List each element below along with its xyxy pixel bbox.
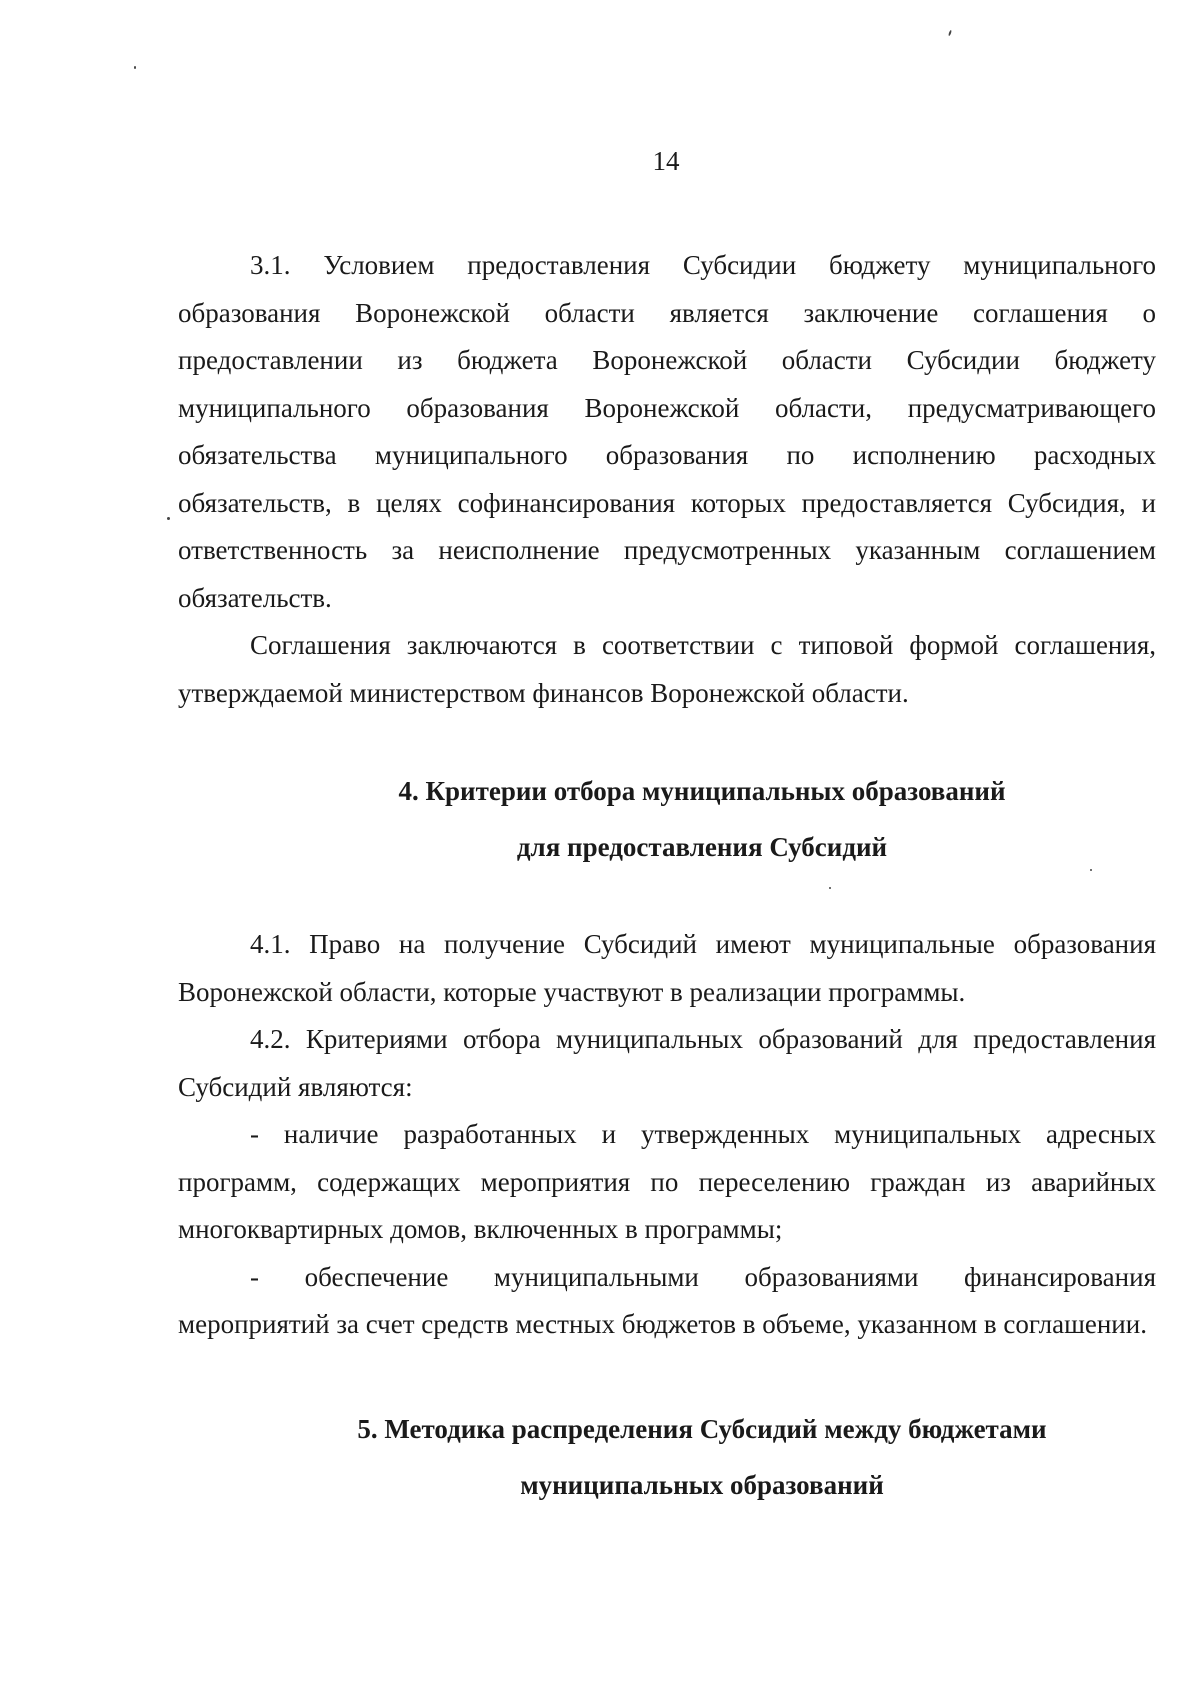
criteria-item-programs: - наличие разработанных и утвержденных муниципальных адресных программ, содержащих мероприятия по переселению граждан из аварийных многоквартирных домов, включенных в программы; [178,1119,1156,1244]
paragraph-agreements: Соглашения заключаются в соответствии с типовой формой соглашения, утверждаемой министерством финансов Воронежской области. [178,630,1156,708]
paragraph-3-1: 3.1. Условием предоставления Субсидии бюджету муниципального образования Воронежской области является заключение соглашения о предоставлении из бюджета Воронежской области Субсидии бюджету муниципального образования Воронежской области, предусматривающего обязательства муниципального образования по исполнению расходных обязательств, в целях софинансирования которых предоставляется Субсидия, и ответственность за неисполнение предусмотренных указанным соглашением обязательств. [178,250,1156,613]
paragraph-4-2: 4.2. Критериями отбора муниципальных образований для предоставления Субсидий являются: [178,1024,1156,1102]
scan-speck [167,517,170,520]
criteria-item-financing: - обеспечение муниципальными образованиями финансирования мероприятий за счет средств местных бюджетов в объеме, указанном в соглашении. [178,1261,1156,1339]
paragraph-4-1: 4.1. Право на получение Субсидий имеют муниципальные образования Воронежской области, которые участвуют в реализации программы. [178,929,1156,1007]
document-body [178,242,1156,1513]
scan-speck [134,66,136,69]
section-heading-5-line-2: муниципальных образований [520,1469,884,1500]
section-heading-5 [178,1401,1156,1513]
page-number: 14 [652,146,680,176]
scan-speck [948,30,952,36]
section-heading-4-line-2: для предоставления Субсидий [516,832,888,862]
section-heading-4 [178,763,1156,875]
section-heading-5-line-1: 5. Методика распределения Субсидий между бюджетами [357,1413,1047,1444]
section-heading-4-line-1: 4. Критерии отбора муниципальных образований [398,776,1006,806]
